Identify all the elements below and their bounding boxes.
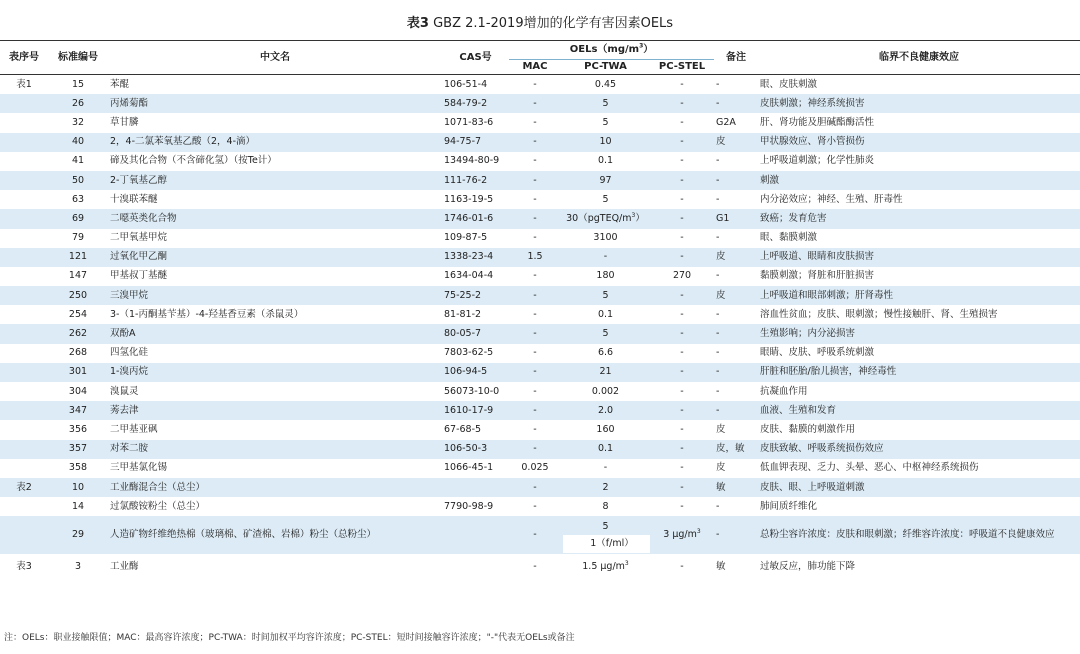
table-row xyxy=(0,478,1080,497)
cell-pcstel: - xyxy=(680,462,684,474)
cell-pctwa: 21 xyxy=(561,363,650,382)
cell-mac: - xyxy=(509,209,561,228)
table-row xyxy=(0,248,1080,267)
cell-effect: 肺间质纤维化 xyxy=(760,500,818,512)
cell-mac: - xyxy=(533,193,537,205)
cell-std-no: 356 xyxy=(68,423,88,435)
cell-pctwa: 0.1 xyxy=(597,155,614,167)
header-oels-text: OELs（mg/m xyxy=(569,44,640,55)
cell-cn-name: 三甲基氯化锡 xyxy=(110,462,168,474)
cell-mac: - xyxy=(509,286,561,305)
cell-cas: 1066-45-1 xyxy=(444,462,494,474)
cell-effect: 上呼吸道和眼部刺激；肝肾毒性 xyxy=(758,286,1080,305)
cell-pcstel: - xyxy=(680,116,684,128)
cell-table-no: 表3 xyxy=(16,561,32,573)
cell-table-no: 表1 xyxy=(16,78,32,90)
header-pcstel: PC-STEL xyxy=(650,60,714,75)
cell-cas: 111-76-2 xyxy=(442,171,509,190)
table-row xyxy=(0,305,1080,324)
cell-mac: - xyxy=(509,478,561,497)
cell-effect: 眼、黏膜刺激 xyxy=(760,232,818,244)
cell-cn-name: 草甘膦 xyxy=(110,116,139,128)
cell-pctwa: 6.6 xyxy=(597,347,614,359)
cell-table-no xyxy=(0,459,48,478)
cell-effect: 血液、生殖和发育 xyxy=(758,401,1080,420)
cell-table-no xyxy=(0,133,48,152)
cell-pcstel: 270 xyxy=(672,270,692,282)
cell-std-no: 40 xyxy=(48,133,108,152)
cell-mac: - xyxy=(533,116,537,128)
cell-pcstel: - xyxy=(650,133,714,152)
cell-pctwa: 5 xyxy=(602,193,609,205)
cell-remark: - xyxy=(716,270,720,282)
cell-std-no: 69 xyxy=(48,209,108,228)
cell-remark: - xyxy=(716,347,720,359)
cell-pctwa: 5 xyxy=(602,116,609,128)
cell-cas: 106-51-4 xyxy=(444,78,488,90)
cell-cn-name: 工业酶混合尘（总尘） xyxy=(108,478,442,497)
cell-effect: 皮肤、黏膜的刺激作用 xyxy=(760,423,856,435)
cell-effect: 眼、皮肤刺激 xyxy=(760,78,818,90)
cell-pctwa xyxy=(561,516,650,554)
cell-cas: 67-68-5 xyxy=(444,423,482,435)
cell-table-no xyxy=(0,420,48,439)
cell-mac: - xyxy=(509,171,561,190)
cell-pctwa-value-fiber: 1（f/ml） xyxy=(563,535,650,553)
cell-mac: - xyxy=(509,324,561,343)
cell-effect: 甲状腺效应、肾小管损伤 xyxy=(758,133,1080,152)
oels-table xyxy=(0,40,1080,580)
cell-std-no: 50 xyxy=(48,171,108,190)
header-std-no: 标准编号 xyxy=(58,51,98,63)
cell-effect: 抗凝血作用 xyxy=(760,385,808,397)
cell-std-no: 262 xyxy=(48,324,108,343)
cell-pcstel: - xyxy=(680,193,684,205)
table-row xyxy=(0,152,1080,171)
cell-pctwa-sup: 3 xyxy=(624,560,629,568)
cell-table-no: 表2 xyxy=(0,478,48,497)
cell-cn-name: 十溴联苯醚 xyxy=(110,193,158,205)
cell-cas xyxy=(442,516,509,554)
cell-pctwa: 5 xyxy=(561,286,650,305)
cell-pcstel: - xyxy=(680,232,684,244)
cell-cn-name: 二甲基亚砜 xyxy=(110,423,158,435)
cell-effect: 肝、肾功能及胆碱酯酶活性 xyxy=(760,116,875,128)
cell-pcstel-text: 3 μg/m xyxy=(663,529,697,541)
cell-table-no xyxy=(0,305,48,324)
cell-pcstel: - xyxy=(650,248,714,267)
cell-table-no xyxy=(0,363,48,382)
cell-cn-name: 莠去津 xyxy=(108,401,442,420)
cell-cn-name: 双酚A xyxy=(108,324,442,343)
cell-pctwa: - xyxy=(603,462,608,474)
cell-std-no: 250 xyxy=(48,286,108,305)
cell-remark: - xyxy=(714,94,758,113)
cell-pctwa: 5 xyxy=(561,324,650,343)
cell-effect: 过敏反应，肺功能下降 xyxy=(760,561,856,573)
cell-remark: - xyxy=(716,232,720,244)
cell-pcstel: - xyxy=(650,440,714,459)
cell-cn-name: 2-丁氧基乙醇 xyxy=(108,171,442,190)
table-row xyxy=(0,516,1080,554)
cell-remark: 皮 xyxy=(716,423,726,435)
table-row xyxy=(0,286,1080,305)
cell-remark: - xyxy=(716,155,720,167)
cell-pcstel: - xyxy=(680,78,684,90)
cell-effect: 生殖影响；内分泌损害 xyxy=(758,324,1080,343)
cell-mac: - xyxy=(533,385,537,397)
cell-table-no xyxy=(0,382,48,401)
cell-cas xyxy=(442,554,509,580)
cell-std-no: 63 xyxy=(71,193,85,205)
cell-effect: 皮肤、眼、上呼吸道刺激 xyxy=(758,478,1080,497)
cell-effect: 肝脏和胚胎/胎儿损害，神经毒性 xyxy=(758,363,1080,382)
cell-pctwa: 160 xyxy=(596,423,615,435)
cell-table-no xyxy=(0,190,48,209)
cell-pcstel: - xyxy=(680,308,684,320)
cell-pctwa-value: 5 xyxy=(602,520,609,532)
header-oels xyxy=(509,41,714,60)
cell-mac: - xyxy=(533,347,537,359)
table-title xyxy=(0,12,1080,31)
cell-cas: 75-25-2 xyxy=(442,286,509,305)
cell-cas: 13494-80-9 xyxy=(444,155,500,167)
table-title-text: GBZ 2.1-2019增加的化学有害因素OELs xyxy=(433,16,674,31)
cell-cn-name: 四氢化硅 xyxy=(110,347,149,359)
table-row xyxy=(0,401,1080,420)
cell-cn-name: 碲及其化合物（不含碲化氢）（按Te计） xyxy=(110,155,277,167)
cell-cn-name: 丙烯菊酯 xyxy=(108,94,442,113)
cell-mac: 0.025 xyxy=(521,462,549,474)
cell-cn-name: 3-（1-丙酮基苄基）-4-羟基香豆素（杀鼠灵） xyxy=(110,308,304,320)
cell-remark: - xyxy=(714,516,758,554)
cell-cas: 584-79-2 xyxy=(442,94,509,113)
header-mac: MAC xyxy=(509,60,561,75)
cell-std-no: 147 xyxy=(68,270,88,282)
cell-cn-name: 溴鼠灵 xyxy=(110,385,139,397)
table-body xyxy=(0,75,1080,581)
cell-mac: - xyxy=(509,440,561,459)
cell-remark: 皮 xyxy=(714,286,758,305)
cell-table-no xyxy=(0,248,48,267)
cell-cn-name: 三溴甲烷 xyxy=(108,286,442,305)
cell-std-no: 301 xyxy=(48,363,108,382)
cell-remark: - xyxy=(714,363,758,382)
cell-std-no: 121 xyxy=(48,248,108,267)
cell-cn-name: 对苯二胺 xyxy=(108,440,442,459)
table-row xyxy=(0,554,1080,580)
cell-effect: 低血钾表现、乏力、头晕、恶心、中枢神经系统损伤 xyxy=(760,462,979,474)
cell-pcstel: - xyxy=(650,363,714,382)
cell-effect: 致癌；发育危害 xyxy=(758,209,1080,228)
cell-remark: - xyxy=(714,171,758,190)
cell-mac: 1.5 xyxy=(509,248,561,267)
cell-cas: 1163-19-5 xyxy=(444,193,494,205)
table-note: 注：OELs：职业接触限值；MAC：最高容许浓度；PC-TWA：时间加权平均容许浓度；PC-STEL：短时间接触容许浓度；"-"代表无OELs或备注 xyxy=(4,633,575,643)
cell-cn-name: 二甲氧基甲烷 xyxy=(110,232,168,244)
cell-mac: - xyxy=(509,363,561,382)
cell-cn-name: 人造矿物纤维绝热棉（玻璃棉、矿渣棉、岩棉）粉尘（总粉尘） xyxy=(108,516,442,554)
cell-mac: - xyxy=(533,155,537,167)
cell-pctwa: 3100 xyxy=(593,232,618,244)
cell-std-no: 358 xyxy=(68,462,88,474)
header-oels-sup: 3 xyxy=(639,42,644,50)
cell-table-no xyxy=(0,516,48,554)
cell-pctwa: 0.1 xyxy=(597,308,614,320)
cell-std-no: 304 xyxy=(68,385,88,397)
cell-table-no xyxy=(0,440,48,459)
cell-remark: G1 xyxy=(714,209,758,228)
cell-mac: - xyxy=(509,133,561,152)
cell-pctwa: 0.45 xyxy=(594,78,617,90)
cell-pcstel: - xyxy=(650,324,714,343)
cell-remark: G2A xyxy=(716,116,736,128)
cell-table-no xyxy=(0,94,48,113)
cell-mac: - xyxy=(533,78,537,90)
cell-table-no xyxy=(0,344,48,363)
cell-std-no: 10 xyxy=(48,478,108,497)
cell-table-no xyxy=(0,401,48,420)
cell-table-no xyxy=(0,209,48,228)
cell-pcstel: - xyxy=(650,478,714,497)
cell-effect: 溶血性贫血；皮肤、眼刺激；慢性接触肝、肾、生殖损害 xyxy=(760,308,998,320)
cell-pcstel: - xyxy=(650,171,714,190)
cell-pcstel: - xyxy=(650,209,714,228)
cell-table-no xyxy=(0,324,48,343)
cell-table-no xyxy=(0,497,48,516)
cell-cas: 7790-98-9 xyxy=(444,500,494,512)
table-row xyxy=(0,382,1080,401)
cell-mac: - xyxy=(533,423,537,435)
cell-mac: - xyxy=(533,561,537,573)
cell-pctwa: 8 xyxy=(602,500,609,512)
header-effect: 临界不良健康效应 xyxy=(879,51,960,63)
cell-remark: - xyxy=(716,385,720,397)
cell-pcstel: - xyxy=(680,385,684,397)
table-header xyxy=(0,41,1080,75)
cell-remark: 敏 xyxy=(716,561,726,573)
cell-remark: - xyxy=(716,193,720,205)
cell-cn-name: 过氧化甲乙酮 xyxy=(108,248,442,267)
cell-pctwa: 2 xyxy=(561,478,650,497)
cell-pctwa: 0.002 xyxy=(591,385,620,397)
cell-std-no: 254 xyxy=(68,308,88,320)
table-row xyxy=(0,75,1080,95)
cell-cn-name: 甲基叔丁基醚 xyxy=(110,270,168,282)
table-row xyxy=(0,190,1080,209)
cell-pctwa: 2.0 xyxy=(561,401,650,420)
cell-std-no: 29 xyxy=(48,516,108,554)
table-row xyxy=(0,344,1080,363)
cell-pcstel: - xyxy=(680,347,684,359)
cell-pcstel xyxy=(650,516,714,554)
cell-mac: - xyxy=(533,500,537,512)
table-row xyxy=(0,171,1080,190)
cell-pcstel: - xyxy=(680,423,684,435)
cell-mac: - xyxy=(509,94,561,113)
cell-table-no xyxy=(0,267,48,286)
cell-table-no xyxy=(0,229,48,248)
table-row xyxy=(0,497,1080,516)
cell-mac: - xyxy=(533,270,537,282)
cell-cn-name: 过氯酸铵粉尘（总尘） xyxy=(110,500,206,512)
cell-pcstel: - xyxy=(650,401,714,420)
cell-effect: 内分泌效应；神经、生殖、肝毒性 xyxy=(760,193,903,205)
cell-pcstel: - xyxy=(680,561,684,573)
cell-std-no: 79 xyxy=(71,232,85,244)
cell-pctwa: - xyxy=(561,248,650,267)
cell-pcstel-sup: 3 xyxy=(696,528,701,536)
cell-pctwa-end: ） xyxy=(635,212,645,224)
cell-std-no: 15 xyxy=(71,78,85,90)
cell-pcstel: - xyxy=(650,94,714,113)
cell-std-no: 3 xyxy=(74,561,82,573)
cell-remark: - xyxy=(714,401,758,420)
cell-remark: 敏 xyxy=(714,478,758,497)
cell-table-no xyxy=(0,152,48,171)
header-table-no: 表序号 xyxy=(9,51,39,63)
cell-effect: 总粉尘容许浓度：皮肤和眼刺激；纤维容许浓度：呼吸道不良健康效应 xyxy=(758,516,1080,554)
cell-cas: 7803-62-5 xyxy=(444,347,494,359)
table-row xyxy=(0,94,1080,113)
table-row xyxy=(0,267,1080,286)
cell-remark: 皮 xyxy=(714,133,758,152)
cell-cas: 94-75-7 xyxy=(442,133,509,152)
cell-cas: 1610-17-9 xyxy=(442,401,509,420)
header-cn-name: 中文名 xyxy=(260,51,290,63)
cell-cas: 1338-23-4 xyxy=(442,248,509,267)
cell-effect: 上呼吸道、眼睛和皮肤损害 xyxy=(758,248,1080,267)
cell-cas: 56073-10-0 xyxy=(444,385,500,397)
cell-remark: 皮 xyxy=(714,248,758,267)
cell-mac: - xyxy=(533,232,537,244)
cell-pcstel: - xyxy=(680,500,684,512)
cell-effect: 黏膜刺激；肾脏和肝脏损害 xyxy=(760,270,875,282)
cell-std-no: 14 xyxy=(71,500,85,512)
cell-remark: - xyxy=(716,78,720,90)
table-row xyxy=(0,440,1080,459)
cell-pcstel: - xyxy=(650,286,714,305)
cell-mac: - xyxy=(509,401,561,420)
table-row xyxy=(0,133,1080,152)
cell-pcstel: - xyxy=(680,155,684,167)
table-row xyxy=(0,459,1080,478)
cell-pctwa-text: 30（pgTEQ/m xyxy=(566,212,632,224)
cell-cas: 109-87-5 xyxy=(444,232,488,244)
cell-cas: 1071-83-6 xyxy=(444,116,494,128)
cell-table-no xyxy=(0,171,48,190)
cell-remark: - xyxy=(716,500,720,512)
table-row xyxy=(0,209,1080,228)
cell-std-no: 347 xyxy=(48,401,108,420)
cell-pctwa-text: 1.5 μg/m xyxy=(582,561,625,573)
cell-cn-name: 工业酶 xyxy=(110,561,139,573)
cell-pctwa: 180 xyxy=(596,270,615,282)
cell-std-no: 357 xyxy=(48,440,108,459)
cell-cas: 106-50-3 xyxy=(442,440,509,459)
cell-remark: - xyxy=(716,308,720,320)
cell-cas: 106-94-5 xyxy=(442,363,509,382)
header-cas: CAS号 xyxy=(459,51,492,63)
cell-effect: 眼睛、皮肤、呼吸系统刺激 xyxy=(760,347,875,359)
table-row xyxy=(0,420,1080,439)
cell-pctwa-sup: 3 xyxy=(631,211,636,219)
table-row xyxy=(0,363,1080,382)
cell-cas xyxy=(442,478,509,497)
cell-pctwa: 5 xyxy=(561,94,650,113)
cell-table-no xyxy=(0,286,48,305)
cell-cn-name: 二噁英类化合物 xyxy=(108,209,442,228)
cell-remark: 皮 xyxy=(716,462,726,474)
cell-pctwa xyxy=(561,554,650,580)
header-remark: 备注 xyxy=(726,51,747,63)
cell-cas: 1746-01-6 xyxy=(442,209,509,228)
cell-cas: 80-05-7 xyxy=(442,324,509,343)
table-row xyxy=(0,229,1080,248)
cell-cas: 1634-04-4 xyxy=(444,270,494,282)
cell-pctwa: 0.1 xyxy=(561,440,650,459)
table-title-prefix: 表3 xyxy=(406,16,429,31)
cell-remark: - xyxy=(714,324,758,343)
header-pctwa: PC-TWA xyxy=(561,60,650,75)
cell-effect: 上呼吸道刺激；化学性肺炎 xyxy=(760,155,875,167)
cell-effect: 刺激 xyxy=(758,171,1080,190)
cell-std-no: 32 xyxy=(71,116,85,128)
cell-effect: 皮肤刺激；神经系统损害 xyxy=(758,94,1080,113)
cell-remark: 皮，敏 xyxy=(714,440,758,459)
header-oels-end: ） xyxy=(643,44,654,55)
cell-std-no: 41 xyxy=(71,155,85,167)
cell-cas: 81-81-2 xyxy=(444,308,482,320)
cell-effect: 皮肤致敏、呼吸系统损伤效应 xyxy=(758,440,1080,459)
cell-pctwa xyxy=(561,209,650,228)
cell-cn-name: 苯醌 xyxy=(110,78,130,90)
cell-pctwa: 10 xyxy=(561,133,650,152)
cell-mac: - xyxy=(509,516,561,554)
cell-mac: - xyxy=(533,308,537,320)
cell-cn-name: 2，4-二氯苯氧基乙酸（2，4-滴） xyxy=(108,133,442,152)
cell-std-no: 268 xyxy=(68,347,88,359)
cell-cn-name: 1-溴丙烷 xyxy=(108,363,442,382)
table-row xyxy=(0,113,1080,132)
table-row xyxy=(0,324,1080,343)
cell-pctwa: 97 xyxy=(561,171,650,190)
cell-std-no: 26 xyxy=(48,94,108,113)
cell-table-no xyxy=(0,113,48,132)
